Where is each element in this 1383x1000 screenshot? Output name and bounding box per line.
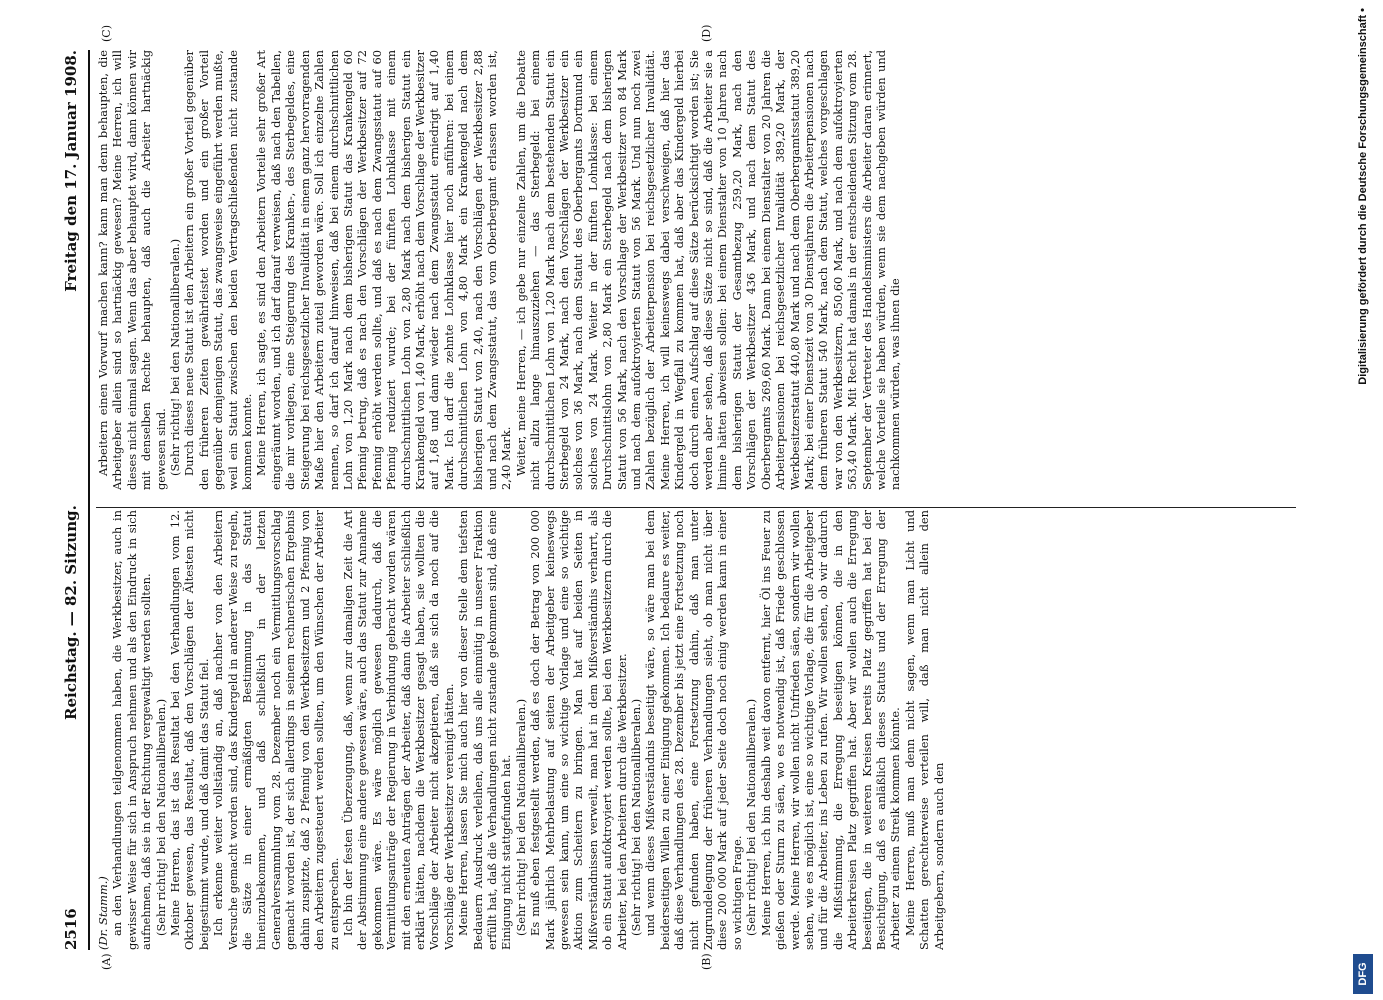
paragraph: Es muß eben festgestellt werden, daß es doch der Betrag von 200 000 Mark jährlich Mehrbelastung auf seiten der Arbeitgeber keineswegs gewesen sein kann, um eine so wichtige Vorlage und eine so wichtige Aktion zum Scheitern zu bringen. Man hat auf beiden Seiten in Mißverständnissen verweilt, man hat in dem Mißverständnis verharrt, als ob ein Statut aufoktroyiert werden sollte, bei den Werkbesitzern durch die Arbeiter, bei den Arbeitern durch die Werkbesitzer. — [528, 510, 629, 950]
session-date: Freitag den 17. Januar 1908. — [62, 50, 80, 292]
paragraph: (Sehr richtig! bei den Nationalliberalen.) — [153, 698, 168, 936]
paragraph: Weiter, meine Herren, — ich gebe nur einzelne Zahlen, um die Debatte nicht allzu lange hinauszuziehen — das Sterbegeld: bei einem durchschnittlichen Lohn von 1,20 Mark nach dem bestehenden Statut ein Sterbegeld von 24 Mark, nach den Vorschlägen der Werkbesitzer ein solches von 36 Mark, nach dem Statut des Oberbergamts Dortmund ein solches von 24 Mark. Weiter in der fünften Lohnklasse: bei einem Durchschnittslohn von 2,80 Mark ein Sterbegeld nach dem bisherigen Statut von 56 Mark, nach den Vorschlage der Werkbesitzer von 84 Mark und nach dem aufoktroyierten Statut von 56 Mark. Und nun noch zwei Zahlen bezüglich der Arbeiterpension bei reichsgesetzlicher Invalidität. Meine Herren, ich will keineswegs dabei verschweigen, daß hier das Kindergeld in Wegfall zu kommen hat, daß aber das Kindergeld hierbei doch durch einen Aufschlag auf diese Sätze berücksichtigt worden ist; Sie werden aber sehen, daß diese Sätze nicht so sind, daß die Arbeiter sie a limine hätten abweisen sollen: bei einem Dienstalter von 10 Jahren nach dem bisherigen Statut der Gesamtbezug 259,20 Mark, nach den Vorschlägen der Werkbesitzer 436 Mark, und nach dem Statut des Oberbergamts 269,60 Mark. Dann bei einem Dienstalter von 20 Jahren die Arbeiterpensionen bei reichsgesetzlicher Invalidität 389,20 Mark, der Werkbesitzerstatut 440,80 Mark und nach dem Oberbergamtsstatut 389,20 Mark; bei einer Dienstzeit von 30 Dienstjahren die Arbeiterpensionen nach dem früheren Statut 540 Mark, nach dem Statut, welches vorgeschlagen war von den Werkbesitzern, 850,60 Mark, und nach dem aufoktroyierten 563,40 Mark. Mit Recht hat damals in der entscheidenden Sitzung vom 28. September der Vertreter des Handelsministers die Arbeiter daran erinnert, welche Vorteile sie haben würden, wenn sie dem nachgeben würden und nachkommen würden, was ihnen die — [513, 50, 903, 490]
paragraph: Meine Herren, ich sagte, es sind den Arbeitern Vorteile sehr großer Art eingeräumt worden, und ich darf darauf verweisen, daß nach den Tabellen, die mir vorliegen, eine Steigerung des Kranken-, des Sterbegeldes, eine Steigerung bei reichsgesetzlicher Invalidität in einem ganz hervorragenden Maße hier den Arbeitern zuteil geworden wäre. Soll ich einzelne Zahlen nennen, so darf ich darauf hinweisen, daß bei einem durchschnittlichen Lohn von 1,20 Mark nach dem bisherigen Statut das Krankengeld 60 Pfennig betrug, daß es nach den Vorschlägen der Werkbesitzer auf 72 Pfennig erhöht werden sollte, und daß es nach dem Zwangsstatut auf 60 Pfennig reduziert wurde; bei der fünften Lohnklasse mit einem durchschnittlichen Lohn von 2,80 Mark nach dem bisherigen Statut ein Krankengeld von 1,40 Mark, erhöht nach dem Vorschlage der Werkbesitzer auf 1,68 und dann wieder nach dem Zwangsstatut erniedrigt auf 1,40 Mark. Ich darf die zehnte Lohnklasse hier noch anführen: bei einem durchschnittlichen Lohn von 4,80 Mark ein Krankengeld nach dem bisherigen Statut von 2,40, nach den Vorschlägen der Werkbesitzer 2,88 und nach dem Zwangsstatut, das vom Oberbergamt erlassen worden ist, 2,40 Mark. — [254, 50, 514, 490]
paragraph: Meine Herren, muß man denn nicht sagen, wenn man Licht und Schatten gerechterweise verteilen will, daß man nicht allein den Arbeitgebern, sondern auch den — [902, 510, 946, 950]
paragraph: Meine Herren, lassen Sie mich auch hier von dieser Stelle dem tiefsten Bedauern Ausdruck verleihen, daß uns alle einmütig in unserer Fraktion erfüllt hat, daß die Verhandlungen nicht zustande gekommen sind, daß eine Einigung nicht stattgefunden hat. — [456, 510, 514, 950]
margin-mark-c: (C) — [100, 25, 113, 42]
margin-mark-b: (B) — [700, 953, 713, 970]
paragraph: Durch dieses neue Statut ist den Arbeitern ein großer Vorteil gegenüber den früheren Zeiten gewährleistet worden und ein großer Vorteil gegenüber demjenigen Statut, das zwangsweise eingeführt werden mußte, weil ein Statut zwischen den beiden Vertragschließenden nicht zustande kommen konnte. — [182, 50, 255, 490]
margin-mark-a: (A) — [100, 953, 113, 970]
paragraph: (Sehr richtig! bei den Nationalliberalen.) — [629, 698, 644, 936]
margin-mark-d: (D) — [700, 24, 713, 42]
left-column — [96, 510, 1296, 950]
side-credit-strip — [1349, 0, 1379, 1000]
paragraph: und wenn dieses Mißverständnis beseitigt wäre, so wäre man bei dem beiderseitigen Willen zu einer Einigung gekommen. Ich bedaure es weiter, daß diese Verhandlungen des 28. Dezember bis jetzt eine Fortsetzung noch nicht gefunden haben, eine Fortsetzung dahin, daß man unter Zugrundelegung der früheren Verhandlungen sieht, ob man nicht über diese 200 000 Mark auf jeder Seite doch noch einig werden kann in einer so wichtigen Frage. — [643, 510, 744, 950]
header-rule — [88, 50, 90, 950]
right-column — [96, 50, 1296, 490]
page-header — [62, 50, 88, 950]
paragraph: (Sehr richtig! bei den Nationalliberalen.) — [513, 698, 528, 936]
paragraph: (Sehr richtig! bei den Nationalliberalen.) — [168, 238, 183, 476]
paragraph: (Sehr richtig! bei den Nationalliberalen.) — [744, 698, 759, 936]
paragraph: Meine Herren, das ist das Resultat bei den Verhandlungen vom 12. Oktober gewesen, das Resultat, daß den Vorschlägen der Ältesten nicht beigestimmt wurde, und daß damit das Statut fiel. — [168, 510, 211, 950]
column-divider — [96, 507, 1296, 508]
paragraph: Arbeitern einen Vorwurf machen kann? kann man denn behaupten, die Arbeitgeber allein sind so hartnäckig gewesen? Meine Herren, ich will dieses nicht einmal sagen. Wenn das aber behauptet wird, dann können wir mit denselben Rechte behaupten, daß auch die Arbeiter hartnäckig gewesen sind. — [96, 50, 168, 490]
session-title: Reichstag. — 82. Sitzung. — [62, 505, 80, 720]
paragraph: Ich bin der festen Überzeugung, daß, wenn zur damaligen Zeit die Art der Abstimmung eine andere gewesen wäre, auch das Statut zur Annahme gekommen wäre. Es wäre möglich gewesen dadurch, daß die Vermittlungsanträge der Regierung in Verbindung gebracht worden wären mit den erneuten Anträgen der Arbeiter, daß dann die Arbeiter schließlich erklärt hätten, nachdem die Werkbesitzer gesagt haben, sie wollten die Vorschläge der Arbeiter nicht akzeptieren, daß sie sich da noch auf die Vorschläge der Werkbesitzer vereinigt hätten. — [340, 510, 456, 950]
speaker-label: (Dr. Stamm.) — [96, 876, 110, 950]
dfg-logo: DFG — [1353, 954, 1373, 994]
paragraph: Meine Herren, ich bin deshalb weit davon entfernt, hier Öl ins Feuer zu gießen oder Sturm zu säen, wo es notwendig ist, daß Friede geschlossen werde. Meine Herren, wir wollen nicht Unfrieden säen, sondern wir wollen sehen, wie es möglich ist, eine so wichtige Vorlage, die für die Arbeitgeber und für die Arbeiter, ins Leben zu rufen. Wir wollen sehen, ob wir dadurch die Mißstimmung, die Erregung beseitigen können, die in den Arbeiterkreisen Platz gegriffen hat. Aber wir wollen auch die Erregung beseitigen, die in weiteren Kreisen bereits Platz gegriffen hat bei der Besichtigung, daß es anläßlich dieses Statuts und der Erregung der Arbeiter zu einem Streik kommen könnte. — [758, 510, 903, 950]
digitization-credit: Digitalisierung gefördert durch die Deutsche Forschungsgemeinschaft • — [1357, 8, 1369, 385]
page-number: 2516 — [62, 908, 80, 950]
paragraph: an den Verhandlungen teilgenommen haben, die Werkbesitzer, auch in gewisser Weise für sich in Anspruch nehmen und als den Eindruck in sich aufnehmen, daß sie in der Richtung vergewaltigt werden sollten. — [110, 510, 154, 950]
paragraph: Ich erkenne weiter vollständig an, daß nachher von den Arbeitern Versuche gemacht worden sind, das Kindergeld in anderer Weise zu regeln, die Sätze in einer ermäßigten Bestimmung in das Statut hineinzubekommen, und daß schließlich in der letzten Generalversammlung vom 28. Dezember noch ein Vermittlungsvorschlag gemacht worden ist, der sich allerdings in seinem rechnerischen Ergebnis dahin zuspitzte, daß 2 Pfennig von den Werkbesitzern und 2 Pfennig von den Arbeitern zugesteuert werden sollten, um den Wünschen der Arbeiter zu entsprechen. — [211, 510, 341, 950]
